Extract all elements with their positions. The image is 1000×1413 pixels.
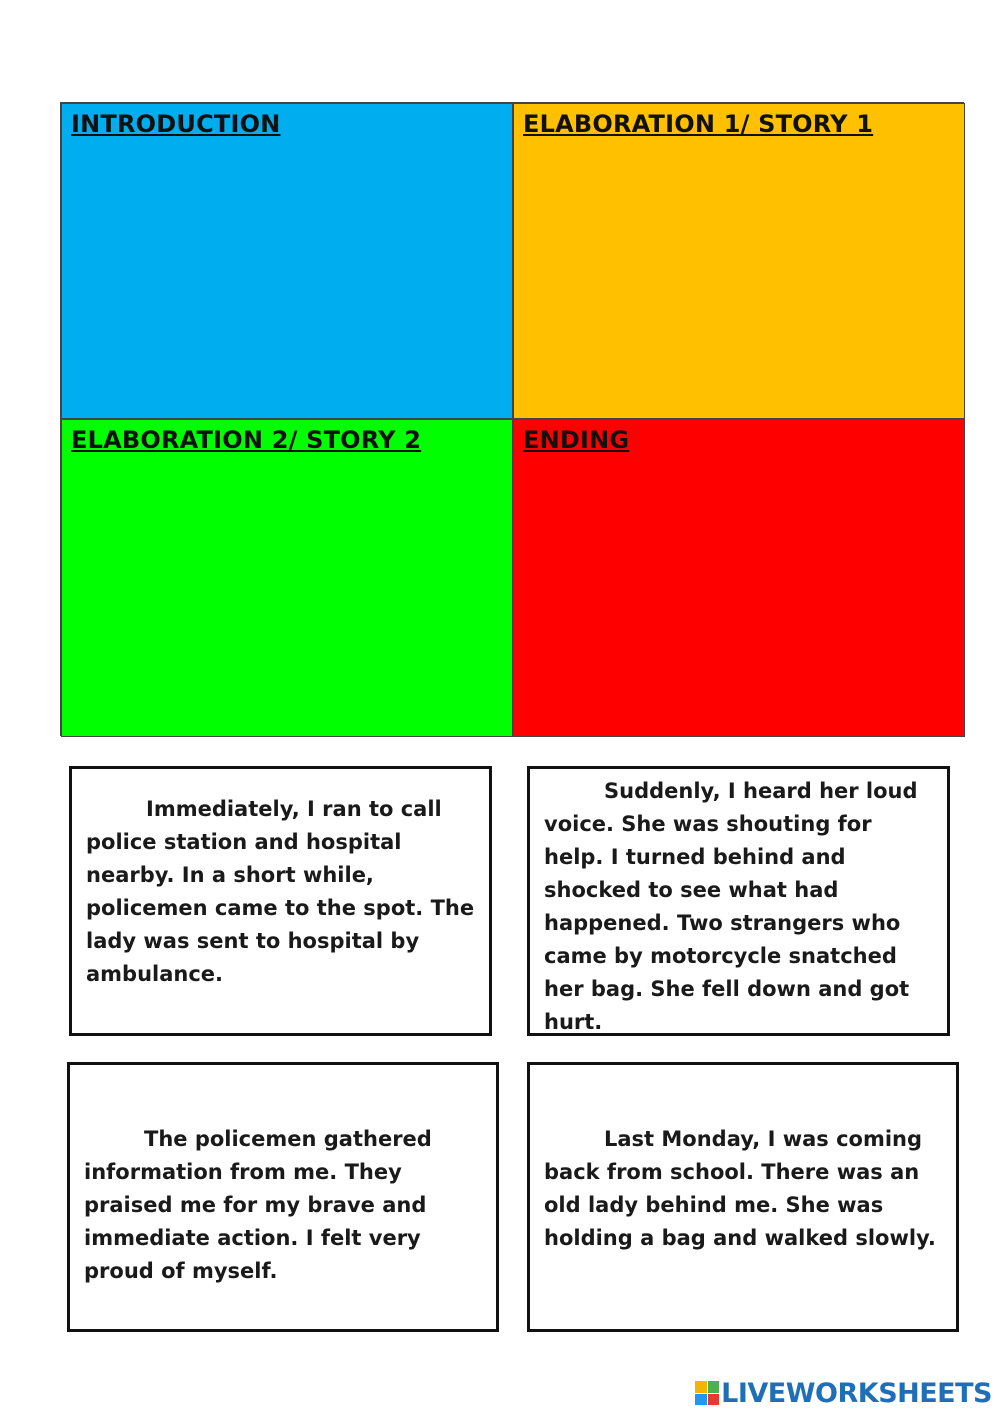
quadrant-title-elaboration-2: ELABORATION 2/ STORY 2 [71,426,422,454]
drop-zone-elaboration-2[interactable] [61,419,513,737]
quadrant-title-elaboration-1: ELABORATION 1/ STORY 1 [523,110,874,138]
draggable-story-card[interactable] [527,1062,959,1332]
story-card-text: Last Monday, I was coming back from school. There was an old lady behind me. She was holding a bag and walked slowly. [544,1127,936,1250]
draggable-story-card[interactable] [527,766,950,1036]
story-card-text: Suddenly, I heard her loud voice. She was shouting for help. I turned behind and shocked to see what had happened. Two strangers who came by motorcycle snatched her bag. She fell down and got hurt. [544,779,918,1034]
drop-zone-ending[interactable] [513,419,965,737]
story-organizer-grid [60,102,964,736]
draggable-story-card[interactable] [67,1062,499,1332]
brand-name: LIVEWORKSHEETS [721,1377,992,1409]
story-card-text: Immediately, I ran to call police station and hospital nearby. In a short while, policemen came to the spot. The lady was sent to hospital by ambulance. [86,797,475,986]
quadrant-title-ending: ENDING [523,426,630,454]
liveworksheets-brand [695,1375,992,1411]
drop-zone-elaboration-1[interactable] [513,103,965,419]
drop-zone-introduction[interactable] [61,103,513,419]
liveworksheets-logo-icon [695,1381,719,1405]
quadrant-title-introduction: INTRODUCTION [71,110,281,138]
story-card-text: The policemen gathered information from me. They praised me for my brave and immediate action. I felt very proud of myself. [84,1127,432,1283]
draggable-story-card[interactable] [69,766,492,1036]
